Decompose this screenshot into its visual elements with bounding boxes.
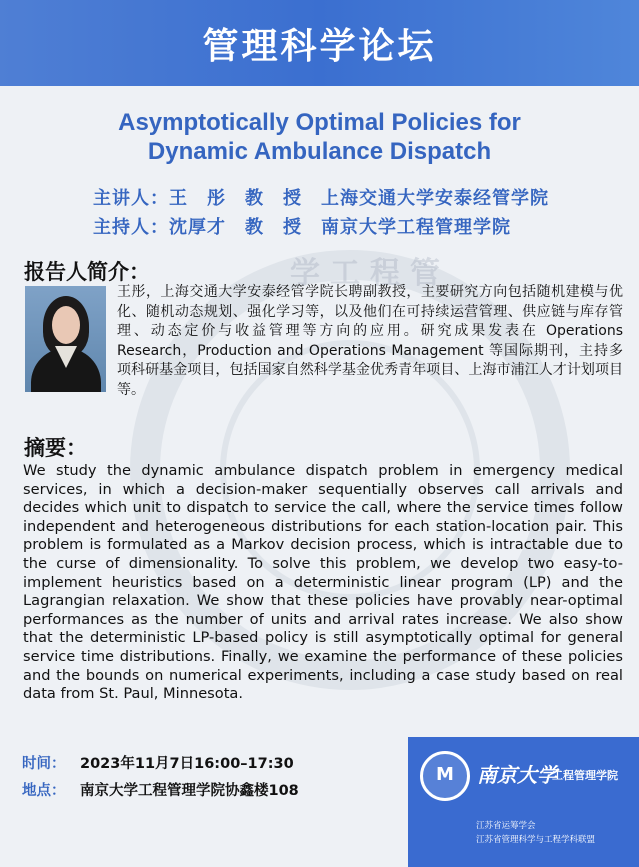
organizer-1: 江苏省运筹学会 (476, 821, 536, 831)
time-label: 时间： (22, 756, 66, 772)
host-line: 主持人：沈厚才 教 授 南京大学工程管理学院 (93, 217, 511, 238)
abstract-heading: 摘要： (24, 436, 87, 460)
place-label: 地点： (22, 783, 66, 799)
school-name: 工程管理学院 (552, 769, 618, 782)
forum-title: 管理科学论坛 (202, 25, 437, 67)
bio-text: 王彤，上海交通大学安泰经管学院长聘副教授，主要研究方向包括随机建模与优化、随机动态规划、强化学习等，以及他们在可持续运营管理、供应链与库存管理、动态定价与收益管理等方向的应用。研究成果发表在 Operations Research，Production and Operations Management 等国际期刊，主持多项科研基金项目，包括国家自然科学基金优秀青年项目、上海市浦江人才计划项目等。 (117, 284, 623, 398)
photo-face (52, 306, 80, 344)
time-value: 2023年11月7日16:00–17:30 (80, 756, 294, 772)
place-value: 南京大学工程管理学院协鑫楼108 (80, 783, 299, 799)
watermark-text: 学工程管 (290, 256, 450, 291)
bio-heading: 报告人简介： (24, 260, 150, 284)
place-row (22, 779, 299, 800)
talk-title (20, 108, 619, 166)
talk-title-line2: Dynamic Ambulance Dispatch (147, 138, 492, 165)
time-row (22, 752, 294, 773)
organizer-logo-box (408, 737, 639, 867)
university-name: 南京大学 (477, 763, 557, 787)
speaker-photo (25, 286, 106, 392)
talk-title-line1: Asymptotically Optimal Policies for (118, 109, 521, 136)
abstract-text: We study the dynamic ambulance dispatch problem in emergency medical services, in which a decision-maker sequentially observes call arrivals and decides which unit to dispatch to service the call, where the service times follow independent and heterogeneous distributions for each station-location pair. This problem is formulated as a Markov decision process, which is intractable due to the curse of dimensionality. To solve this problem, we develop two easy-to-implement heuristics based on a deterministic linear program (LP) and the Lagrangian relaxation. We show that these policies have provably near-optimal performances as the number of units and arrival rates increase. We also show that the deterministic LP-based policy is still asymptotically optimal for general service time distributions. Finally, we examine the performance of these policies and the bounds on numerical experiments, including a case study based on real data from St. Paul, Minnesota. (23, 462, 623, 703)
header-banner (0, 0, 639, 86)
organizer-2: 江苏省管理科学与工程学科联盟 (476, 835, 596, 845)
seal-mark: M (436, 764, 454, 785)
university-seal-icon (420, 751, 470, 801)
speaker-line: 主讲人：王 彤 教 授 上海交通大学安泰经管学院 (93, 188, 549, 209)
